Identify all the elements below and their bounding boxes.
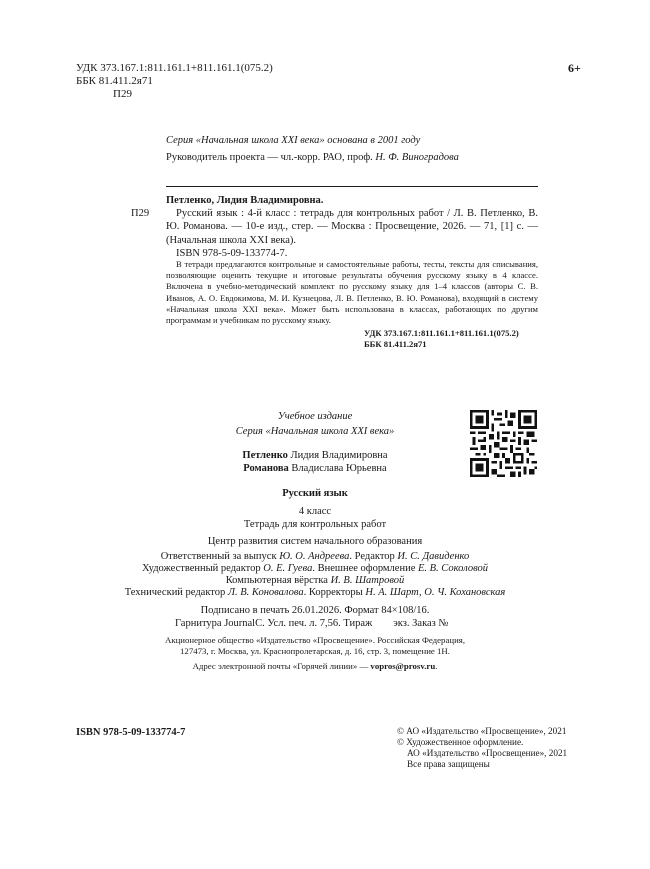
author1-surname: Петленко — [242, 450, 288, 461]
staff4-name: Л. В. Коновалова — [227, 587, 304, 598]
staff1-name: Ю. О. Андреева — [279, 551, 350, 562]
staff1b-label: . Редактор — [349, 551, 398, 562]
header-bbk: ББК 81.411.2я71 — [76, 75, 153, 87]
age-rating: 6+ — [568, 61, 581, 75]
header-udk: УДК 373.167.1:811.161.1+811.161.1(075.2) — [76, 62, 273, 74]
author2-surname: Романова — [243, 463, 289, 474]
staff4b-label: . Корректоры — [303, 587, 366, 598]
hotline — [115, 661, 515, 673]
development-center: Центр развития систем начального образования — [207, 536, 423, 547]
staff2-name: О. Е. Гуева — [263, 563, 313, 574]
staff3-label: Компьютерная вёрстка — [225, 575, 331, 586]
record-bbk: ББК 81.411.2я71 — [364, 339, 427, 349]
copyright-3: АО «Издательство «Просвещение», 2021 — [407, 748, 568, 758]
record-annotation: В тетради предлагаются контрольные и самостоятельные работы, тесты, тексты для списывания, позволяющие оценить текущие и итоговые результаты обучения русскому языку в 4 классе. Включена в учебно-методический комплект по русскому языку для 1–4 классов (авторы С. В. Иванов, А. О. Евдокимова, М. И. Кузнецова, Л. В. Петленко, В. Ю. Романова), входящий в систему «Начальная школа XXI века». Может быть использована в классах, работающих по другим программам и учебникам по русскому языку. — [166, 259, 538, 326]
series-founded: Серия «Начальная школа XXI века» основана в 2001 году — [166, 135, 421, 146]
publisher-line-2: 127473, г. Москва, ул. Краснопролетарская, д. 16, стр. 3, помещение 1Н. — [180, 646, 450, 656]
staff2-label: Художественный редактор — [141, 563, 264, 574]
record-description: Русский язык : 4-й класс : тетрадь для контрольных работ / Л. В. Петленко, В. Ю. Романова. — 10-е изд., стер. — Москва : Просвещение, 2026. — 71, [1] с. — (Начальная школа XXI века). — [166, 208, 538, 246]
publisher-line-1: Акционерное общество «Издательство «Просвещение». Российская Федерация, — [164, 635, 466, 645]
book-subtitle: Тетрадь для контрольных работ — [243, 519, 387, 530]
staff2b-label: . Внешнее оформление — [312, 563, 418, 574]
record-udk: УДК 373.167.1:811.161.1+811.161.1(075.2) — [364, 328, 519, 338]
footer-isbn: ISBN 978-5-09-133774-7 — [76, 727, 186, 738]
hotline-label: Адрес электронной почты «Горячей линии» — — [192, 661, 371, 671]
staff2b-name: Е. В. Соколовой — [417, 563, 489, 574]
imprint-author-2 — [215, 462, 415, 475]
staff1-label: Ответственный за выпуск — [160, 551, 280, 562]
record-code: П29 — [131, 208, 150, 219]
imprint-series: Серия «Начальная школа XXI века» — [235, 426, 395, 437]
staff-line-4 — [115, 586, 515, 599]
project-leader-label: Руководитель проекта — чл.-корр. РАО, проф. — [166, 152, 376, 163]
header-code: П29 — [113, 88, 132, 100]
imprint-author-1 — [215, 449, 415, 462]
top-rule — [166, 186, 538, 187]
rights-reserved: Все права защищены — [407, 759, 490, 769]
print-info-1: Подписано в печать 26.01.2026. Формат 84×108/16. — [200, 605, 430, 616]
copyright-1: © АО «Издательство «Просвещение», 2021 — [397, 726, 567, 736]
author1-name: Лидия Владимировна — [287, 450, 388, 461]
hotline-end: . — [435, 661, 438, 671]
author-heading: Петленко, Лидия Владимировна. — [166, 195, 324, 206]
copyright-2: © Художественное оформление. — [397, 737, 524, 747]
staff3-name: И. В. Шатровой — [330, 575, 405, 586]
edition-type: Учебное издание — [277, 411, 353, 422]
staff1b-name: И. С. Давиденко — [397, 551, 470, 562]
project-leader-name: Н. Ф. Виноградова — [375, 152, 459, 163]
project-leader — [166, 151, 459, 164]
hotline-email[interactable]: vopros@prosv.ru — [370, 661, 436, 671]
print-info-2: Гарнитура JournalC. Усл. печ. л. 7,56. Тираж экз. Заказ № — [175, 618, 449, 629]
book-grade: 4 класс — [298, 506, 332, 517]
qr-code — [470, 410, 537, 477]
author2-name: Владислава Юрьевна — [288, 463, 387, 474]
record-isbn: ISBN 978-5-09-133774-7. — [176, 248, 288, 259]
staff4b-name: Н. А. Шарт, О. Ч. Кохановская — [365, 587, 506, 598]
staff4-label: Технический редактор — [124, 587, 228, 598]
book-title: Русский язык — [282, 488, 348, 499]
